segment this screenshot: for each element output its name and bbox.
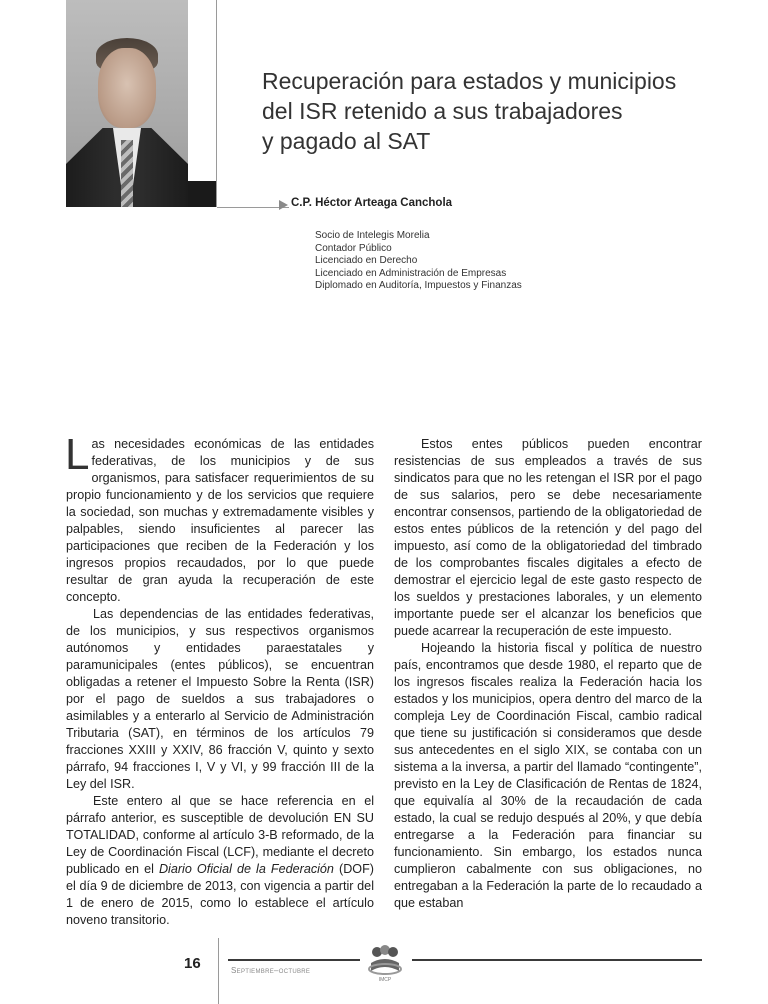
logo-text: IMCP (378, 977, 392, 983)
footer-rule (228, 959, 702, 961)
publisher-logo-icon (363, 943, 407, 983)
issue-label: Septiembre–octubre (231, 966, 311, 975)
drop-cap: L (65, 430, 90, 479)
credential-item: Licenciado en Administración de Empresas (315, 267, 507, 279)
credential-item: Socio de Intelegis Morelia (315, 230, 430, 241)
paragraph: Las dependencias de las entidades federativas, de los municipios, y sus respectivos organismos autónomos y entidades paraestatales y paramunicipales (entes públicos), se encuentran obligadas a retener el Impuesto Sobre la Renta (ISR) por el pago de sueldos a sus trabajadores o asimilables y a enterarlo al Servicio de Administración Tributaria (SAT), en términos de los artículos 79 fracciones XXIII y XXIV, 86 fracción V, quinto y sexto párrafo, 94 fracciones I, V y VI, y 99 fracción III de la Ley del ISR. (66, 607, 374, 791)
credential-item: Licenciado en Derecho (315, 255, 418, 266)
paragraph: Hojeando la historia fiscal y política de nuestro país, encontramos que desde 1980, el reparto que de los ingresos fiscales realiza la Federación hacia los estados y los municipios, opera dentro del marco de la compleja Ley de Coordinación Fiscal, cambio radical que tiene su justificación si consideramos que desde sus antecedentes en el siglo XIX, se contaba con un sistema a la inversa, a partir del llamado “contingente”, previsto en la Ley de Clasificación de Rentas de 1824, que equivalía al 30% de la recaudación de cada estado, la cual se redujo después al 20%, y que debía entregarse a la Federación para financiar su funcionamiento. Sin embargo, los estados nunca cumplieron cabalmente con sus obligaciones, no entregaban a la Federación la parte de lo recaudado a que estaban (394, 641, 702, 910)
author-name: C.P. Héctor Arteaga Canchola (291, 197, 453, 209)
page-number: 16 (184, 955, 201, 972)
publication-title: Diario Oficial de la Federación (158, 862, 334, 876)
author-photo (66, 0, 188, 207)
arrow-right-icon (279, 200, 288, 210)
body-column-right (394, 436, 702, 912)
article-title: Recuperación para estados y municipios del ISR retenido a sus trabajadores y pagado al SAT (262, 68, 677, 154)
body-column-left (65, 430, 374, 929)
photo-accent-block (188, 181, 217, 207)
credential-item: Diplomado en Auditoría, Impuestos y Finanzas (315, 280, 522, 291)
footer-vertical-rule (218, 938, 219, 1004)
vertical-rule (216, 0, 217, 207)
paragraph: Estos entes públicos pueden encontrar resistencias de sus empleados a través de sus sindicatos para que no les retengan el ISR por el pago de sus salarios, pero se debe necesariamente encontrar consensos, partiendo de la obligatoriedad de estos entes públicos de la retención y del pago del impuesto, así como de la obligatoriedad del timbrado de los comprobantes fiscales digitales a efecto de demostrar el ejercicio legal de este gasto respecto de los sueldos y prestaciones laborales, y un elemento importante puede ser el alcanzar los beneficios que puede acarrear la recuperación de este impuesto. (394, 437, 702, 638)
paragraph: Este entero al que se hace referencia en el párrafo anterior, es susceptible de devolución EN SU TOTALIDAD, conforme al artículo 3-B reformado, de la Ley de Coordinación Fiscal (LCF), mediante el decreto publicado en el Diario Oficial de la Federación (DOF) el día 9 de diciembre de 2013, con vigencia a partir del 1 de enero de 2015, como lo establece el artículo noveno transitorio. (66, 794, 374, 927)
paragraph: Las necesidades económicas de las entidades federativas, de los municipios y de sus organismos, para satisfacer requerimientos de su propio funcionamiento y de los servicios que requiere la sociedad, son muchas y extremadamente visibles y palpables, siendo insuficientes al parecer las participaciones que reciben de la Federación y los ingresos propios recaudados, por lo que puede resultar de gran ayuda la recuperación de este concepto. (65, 430, 374, 604)
author-credentials (315, 230, 522, 293)
credential-item: Contador Público (315, 242, 392, 254)
